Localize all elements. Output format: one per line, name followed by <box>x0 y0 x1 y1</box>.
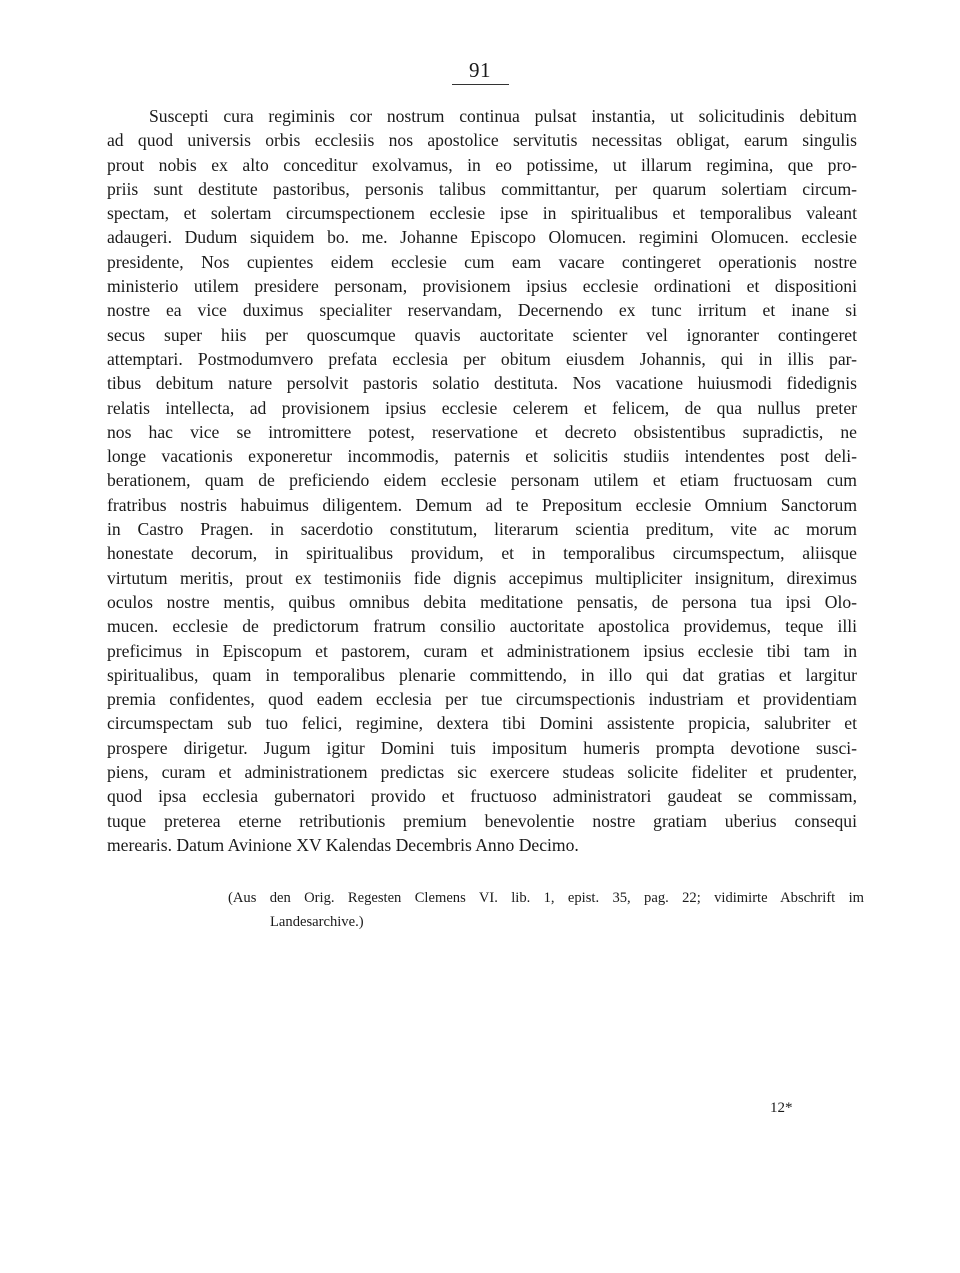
text-line: in Castro Pragen. in sacerdotio constitutum, literarum scientia preditum, vite ac morum <box>107 519 857 540</box>
signature-mark: 12* <box>770 1100 793 1116</box>
text-line: Suscepti cura regiminis cor nostrum continua pulsat instantia, ut solicitudinis debitum <box>149 106 857 126</box>
text-line: merearis. Datum Avinione XV Kalendas Decembris Anno Decimo. <box>107 834 579 855</box>
text-line: secus super hiis per quoscumque quavis auctoritate scienter vel ignoranter contingeret <box>107 324 857 345</box>
text-line: spectam, et solertam circumspectionem ecclesie ipse in spiritualibus et temporalibus valeant <box>107 203 857 224</box>
text-line: mucen. ecclesie de predictorum fratrum consilio auctoritate apostolica providemus, teque illi <box>107 616 857 637</box>
text-line: tibus debitum nature persolvit pastoris solatio destituta. Nos vacatione huiusmodi fidedignis <box>107 373 857 394</box>
text-line: berationem, quam de preficiendo eidem ecclesie personam utilem et etiam fructuosam cum <box>107 470 857 491</box>
text-line: ad quod universis orbis ecclesiis nos apostolice servitutis necessitas obligat, earum singulis <box>107 130 857 151</box>
text-line: attemptari. Postmodumvero prefata ecclesia per obitum eiusdem Johannis, qui in illis par- <box>107 348 857 369</box>
text-line: nos hac vice se intromittere potest, reservatione et decreto obsistentibus supradictis, ne <box>107 421 857 442</box>
text-line: longe vacationis exponeretur incommodis, paternis et solicitis studiis intendentes post deli- <box>107 446 857 467</box>
text-line: fratribus nostris habuimus diligentem. Demum ad te Prepositum ecclesie Omnium Sanctorum <box>107 494 857 515</box>
page-number-rule <box>452 84 509 85</box>
text-line: prospere dirigetur. Jugum igitur Domini tuis impositum humeris prompta devotione susci- <box>107 737 857 758</box>
text-line: ministerio utilem presidere personam, provisionem ipsius ecclesie ordinationi et dispositioni <box>107 276 857 297</box>
text-line: virtutum meritis, prout ex testimoniis fide dignis accepimus multipliciter insignitum, direximus <box>107 567 857 588</box>
page-number: 91 <box>469 58 491 82</box>
text-line: circumspectam sub tuo felici, regimine, dextera tibi Domini assistente propicia, salubriter et <box>107 713 857 734</box>
text-line: relatis intellecta, ad provisionem ipsius ecclesie celerem et felicem, de qua nullus preter <box>107 397 857 418</box>
text-line: quod ipsa ecclesia gubernatori provido et fructuoso administratori gaudeat se commissam, <box>107 786 857 807</box>
text-line: presidente, Nos cupientes eidem ecclesie cum eam vacare contingeret operationis nostre <box>107 251 857 272</box>
source-note-line: (Aus den Orig. Regesten Clemens VI. lib. 1, epist. 35, pag. 22; vidimirte Abschrift im <box>228 890 864 906</box>
text-line: premia confidentes, quod eadem ecclesia per tue circumspectionis industriam et providentiam <box>107 689 857 710</box>
text-line: nostre ea vice duximus specialiter reservandam, Decernendo ex tunc irritum et inane si <box>107 300 857 321</box>
text-line: preficimus in Episcopum et pastorem, curam et administrationem ipsius ecclesie tibi tam in <box>107 640 857 661</box>
source-note-line: Landesarchive.) <box>270 914 364 930</box>
text-line: prout nobis ex alto conceditur exolvamus, in eo potissime, ut illarum regimina, que pro- <box>107 154 857 175</box>
text-line: adaugeri. Dudum siquidem bo. me. Johanne Episcopo Olomucen. regimini Olomucen. ecclesie <box>107 227 857 248</box>
text-line: honestate decorum, in spiritualibus providum, et in temporalibus circumspectum, aliisque <box>107 543 857 564</box>
text-line: spiritualibus, quam in temporalibus plenarie committendo, in illo qui dat gratias et largitur <box>107 664 857 685</box>
text-line: oculos nostre mentis, quibus omnibus debita meditatione pensatis, de persona tua ipsi Olo- <box>107 591 857 612</box>
body-text <box>107 104 857 857</box>
source-note <box>228 886 864 934</box>
text-line: priis sunt destitute pastoribus, personis talibus committantur, per quarum solertiam circum- <box>107 178 857 199</box>
text-line: tuque preterea eterne retributionis premium benevolentie nostre gratiam uberius consequi <box>107 810 857 831</box>
text-line: piens, curam et administrationem predictas sic exercere studeas solicite fideliter et prudenter, <box>107 762 857 783</box>
